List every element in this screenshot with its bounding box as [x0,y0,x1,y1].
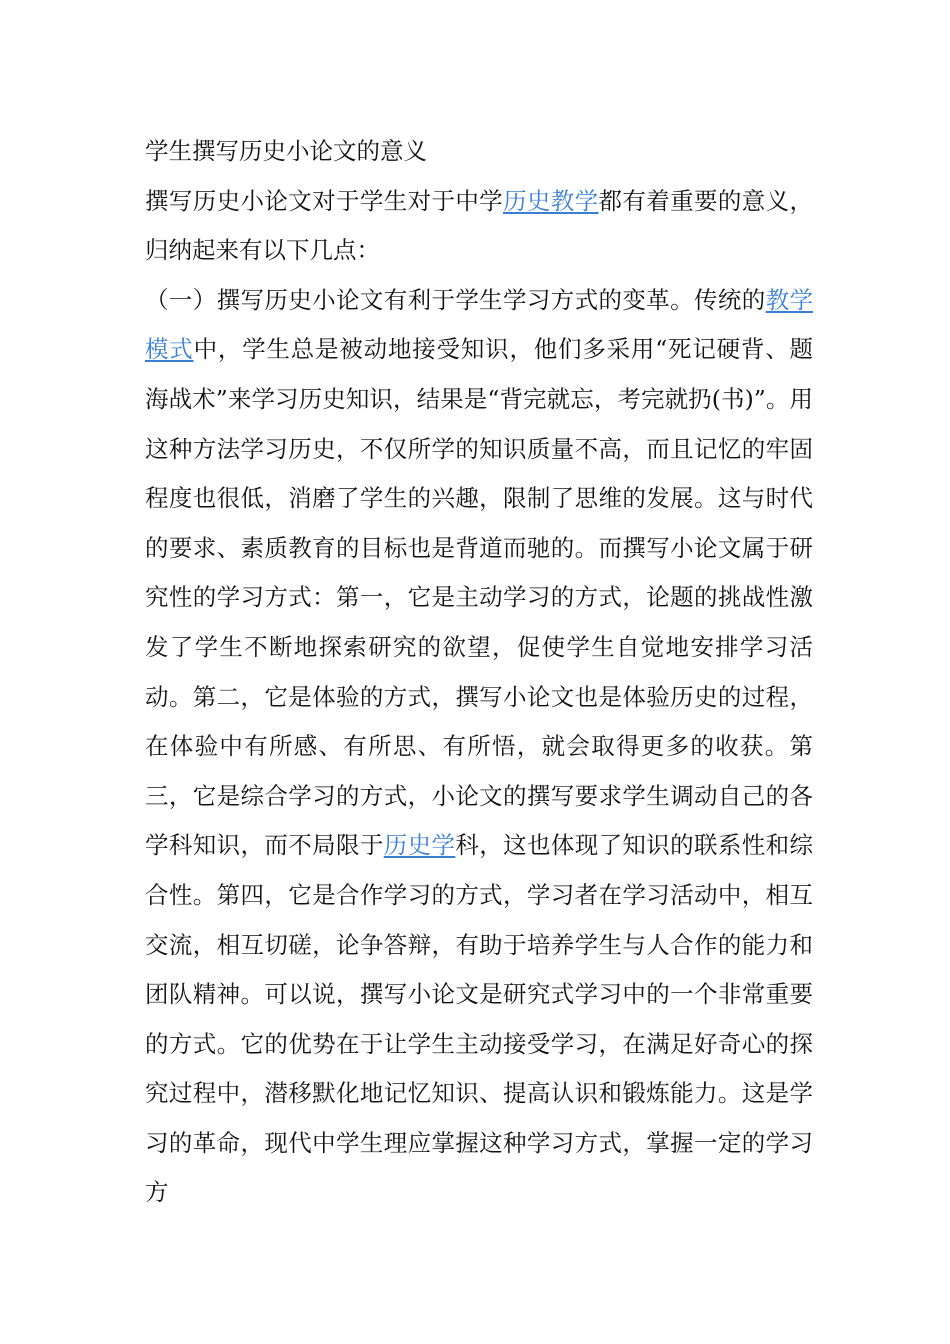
document-page [145,127,813,1218]
history-teaching-link[interactable]: 历史教学 [503,186,599,215]
section-one-text-2: 中，学生总是被动地接受知识，他们多采用“死记硬背、题海战术”来学习历史知识，结果是“背完就忘，考完就扔(书)”。用这种方法学习历史，不仅所学的知识质量不高，而且记忆的牢固程度也很低，消磨了学生的兴趣，限制了思维的发展。这与时代的要求、素质教育的目标也是背道而驰的。而撰写小论文属于研究性的学习方式：第一，它是主动学习的方式，论题的挑战性激发了学生不断地探索研究的欲望，促使学生自觉地安排学习活动。第二，它是体验的方式，撰写小论文也是体验历史的过程，在体验中有所感、有所思、有所悟，就会取得更多的收获。第三，它是综合学习的方式，小论文的撰写要求学生调动自己的各学科知识，而不局限于 [145,335,813,860]
document-title: 学生撰写历史小论文的意义 [145,137,427,165]
teaching-mode-link[interactable]: 教学模式 [145,285,814,364]
intro-text-after-link: 都有着重要的意义，归纳起来有以下几点： [145,186,814,265]
section-one-text-3: 科，这也体现了知识的联系性和综合性。第四，它是合作学习的方式，学习者在学习活动中，相互交流，相互切磋，论争答辩，有助于培养学生与人合作的能力和团队精神。可以说，撰写小论文是研究式学习中的一个非常重要的方式。它的优势在于让学生主动接受学习，在满足好奇心的探究过程中，潜移默化地记忆知识、提高认识和锻炼能力。这是学习的革命，现代中学生理应掌握这种学习方式，掌握一定的学习方 [145,831,814,1207]
history-discipline-link[interactable]: 历史学 [383,831,456,860]
intro-text-before-link: 撰写历史小论文对于学生对于中学 [145,186,504,215]
section-one-text-1: （一）撰写历史小论文有利于学生学习方式的变革。传统的 [145,285,766,314]
section-one-paragraph [145,276,813,1218]
intro-paragraph [145,177,813,276]
